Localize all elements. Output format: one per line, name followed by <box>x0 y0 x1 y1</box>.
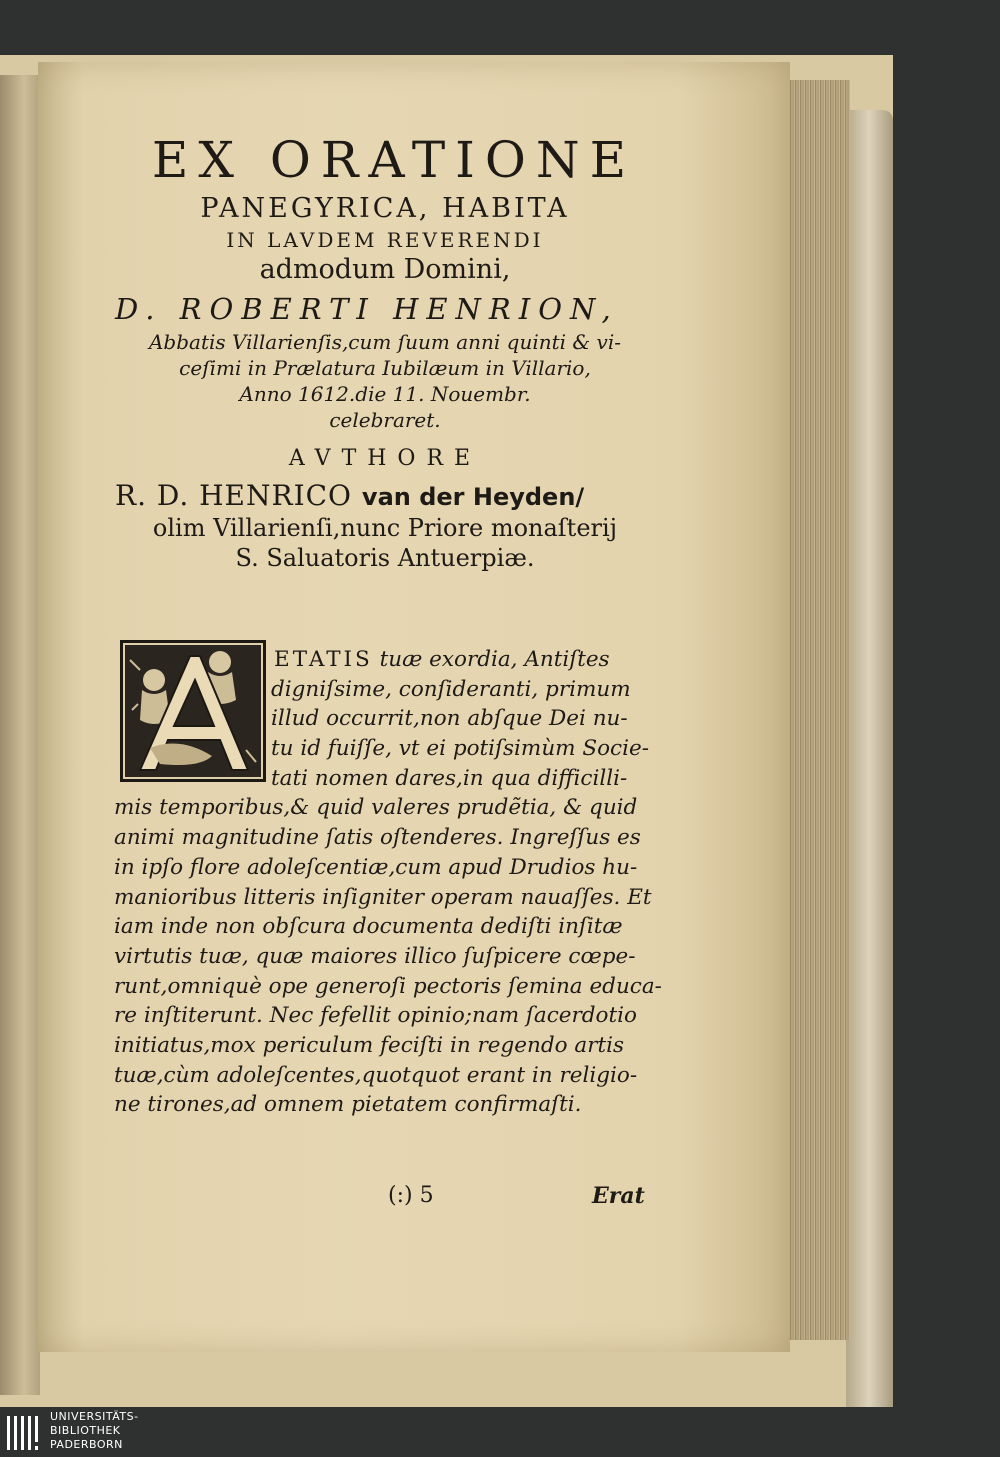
library-footer-bar <box>0 1407 1000 1457</box>
body-line: mis temporibus,& quid valeres prudẽtia, & quid <box>114 795 638 821</box>
author-surname-blackletter: van der Heyden/ <box>361 483 585 511</box>
library-logo-icon <box>5 1412 45 1454</box>
catchword: Erat <box>592 1183 645 1209</box>
library-line-1: UNIVERSITÄTS- <box>50 1410 139 1423</box>
body-paragraph <box>114 645 662 1120</box>
body-line-1-rest: tuæ exordia, Antiſtes <box>372 647 610 672</box>
body-line: illud occurrit,non abſque Dei nu- <box>271 706 628 732</box>
body-line: in ipſo flore adoleſcentiæ,cum apud Drudios hu- <box>114 854 638 880</box>
book-cover-edge <box>846 110 893 1430</box>
body-line: tu id fuiſſe, vt ei potiſsimùm Socie- <box>271 736 649 762</box>
author-name-line <box>115 479 665 512</box>
body-line-1 <box>114 645 649 675</box>
facing-page-edge <box>0 75 40 1395</box>
title-line-1: EX ORATIONE <box>151 131 637 189</box>
title-line-5: D. ROBERTI HENRION, <box>115 292 619 326</box>
body-line: virtutis tuæ, quæ maiores illico ſuſpicere cœpe- <box>114 943 636 969</box>
author-line-2: olim Villarienſi,nunc Priore monaſterij <box>152 514 618 542</box>
title-line-7: ceſimi in Prælatura Iubilæum in Villario, <box>179 356 591 380</box>
signature-mark: (:) 5 <box>388 1183 434 1208</box>
body-smallcaps: ETATIS <box>274 647 373 672</box>
title-line-6: Abbatis Villarienſis,cum ſuum anni quinti & vi- <box>148 330 622 354</box>
library-line-3: PADERBORN <box>50 1438 123 1451</box>
page-fore-edge <box>790 80 850 1340</box>
title-line-8: Anno 1612.die 11. Nouembr. <box>239 382 531 406</box>
title-line-4: admodum Domini, <box>259 254 511 285</box>
body-line: animi magnitudine ſatis oſtenderes. Ingreſſus es <box>114 825 641 851</box>
author-line-3: S. Saluatoris Antuerpiæ. <box>235 544 535 572</box>
library-line-2: BIBLIOTHEK <box>50 1424 121 1437</box>
title-line-3: IN LAVDEM REVERENDI <box>226 228 544 252</box>
author-name: R. D. HENRICO <box>115 479 353 512</box>
body-line: initiatus,mox periculum feciſti in regendo artis <box>114 1032 625 1058</box>
body-line: runt,omniquè ope generoſi pectoris ſemina educa- <box>114 973 662 999</box>
body-line: ne tirones,ad omnem pietatem confirmaſti. <box>114 1092 582 1118</box>
library-name <box>50 1410 139 1452</box>
body-line: manioribus litteris inſigniter operam nauaſſes. Et <box>114 884 652 910</box>
body-line: tuæ,cùm adoleſcentes,quotquot erant in religio- <box>114 1062 638 1088</box>
title-line-2: PANEGYRICA, HABITA <box>200 193 570 224</box>
title-line-9: celebraret. <box>329 408 441 432</box>
title-block <box>105 131 665 572</box>
body-line: re inſtiterunt. Nec fefellit opinio;nam ſacerdotio <box>114 1003 637 1029</box>
body-line: digniſsime, conſideranti, primum <box>271 676 631 702</box>
body-line: tati nomen dares,in qua difficilli- <box>271 765 628 791</box>
body-line: iam inde non obſcura documenta dediſti inſitæ <box>114 914 623 940</box>
author-label: AVTHORE <box>288 446 482 471</box>
